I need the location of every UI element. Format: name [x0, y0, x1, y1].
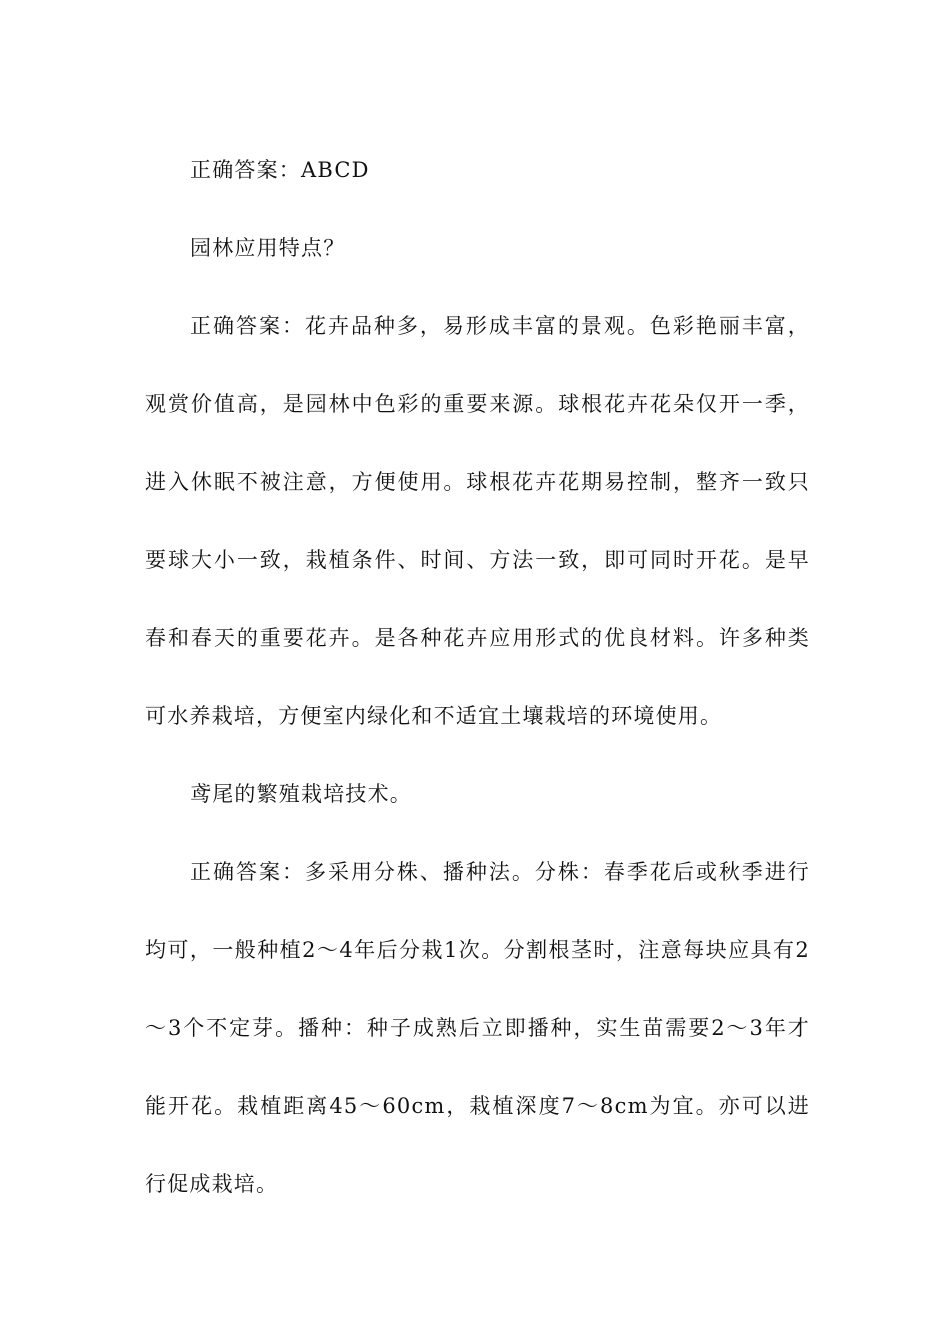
answer-paragraph: 正确答案：多采用分株、播种法。分株：春季花后或秋季进行均可，一般种植2～4年后分栽1次。分割根茎时，注意每块应具有2～3个不定芽。播种：种子成熟后立即播种，实生苗需要2～3年才能开花。栽植距离45～60cm，栽植深度7～8cm为宜。亦可以进行促成栽培。	[145, 860, 810, 1196]
question-paragraph: 鸢尾的繁殖栽培技术。	[190, 782, 412, 806]
answer-paragraph: 正确答案：ABCD	[190, 158, 370, 182]
document-body	[145, 131, 810, 1223]
answer-paragraph: 正确答案：花卉品种多，易形成丰富的景观。色彩艳丽丰富，观赏价值高，是园林中色彩的重要来源。球根花卉花朵仅开一季，进入休眠不被注意，方便使用。球根花卉花期易控制，整齐一致只要球大小一致，栽植条件、时间、方法一致，即可同时开花。是早春和春天的重要花卉。是各种花卉应用形式的优良材料。许多种类可水养栽培，方便室内绿化和不适宜土壤栽培的环境使用。	[145, 314, 810, 728]
question-paragraph: 园林应用特点？	[190, 236, 346, 260]
